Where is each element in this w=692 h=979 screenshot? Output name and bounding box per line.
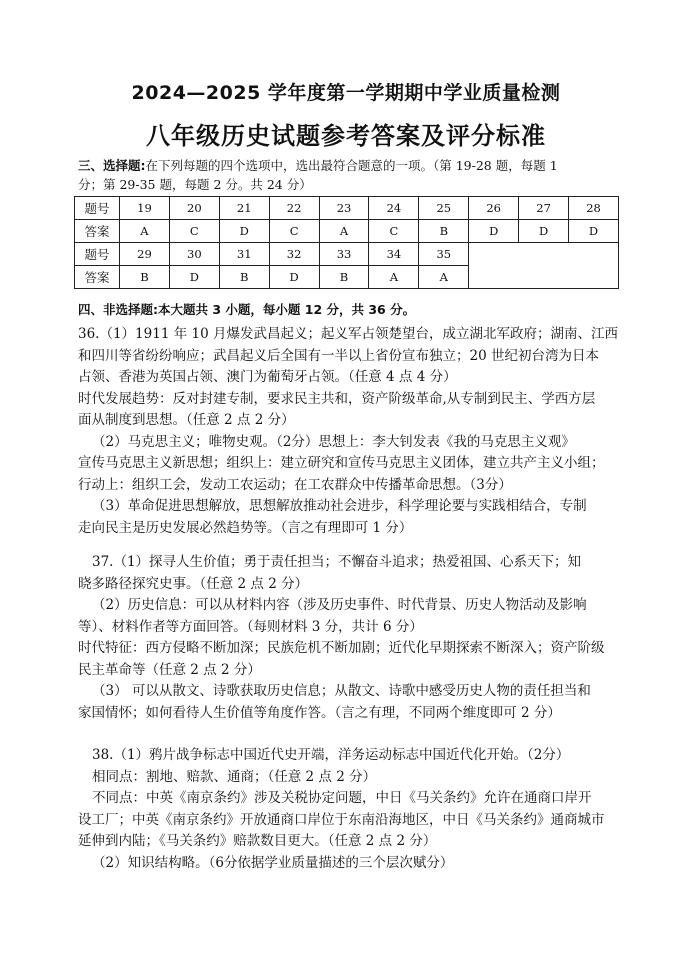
table-cell: C: [369, 220, 419, 243]
q36-part2-line: （2）马克思主义；唯物史观。（2分）思想上：李大钊发表《我的马克思主义观》: [92, 433, 575, 450]
table-row: [75, 197, 619, 220]
table-cell: 26: [469, 197, 519, 220]
question-36: [78, 324, 618, 539]
table-empty-block: [469, 243, 619, 289]
table-cell: D: [269, 266, 319, 289]
table-cell: A: [419, 266, 469, 289]
q38-diff-line: 设工厂；中英《南京条约》开放通商口岸位于东南沿海地区，中日《马关条约》通商城市: [78, 811, 605, 828]
table-cell: 34: [369, 243, 419, 266]
question-38: [78, 745, 618, 874]
table-cell: 35: [419, 243, 469, 266]
section-3-heading: [78, 156, 618, 194]
table-cell: B: [319, 266, 369, 289]
q38-same-line: 相同点：割地、赔款、通商；（任意 2 点 2 分）: [92, 768, 377, 785]
q36-part2-line: 宣传马克思主义新思想；组织上：建立研究和宣传马克思主义团体，建立共产主义小组；: [78, 455, 605, 471]
table-cell: 29: [120, 243, 170, 266]
q36-part1-line: 占领、香港为英国占领、澳门为葡萄牙占领。（任意 4 点 4 分）: [78, 369, 457, 385]
table-cell: A: [319, 220, 369, 243]
table-cell: 24: [369, 197, 419, 220]
q37-part2-line: （2）历史信息：可以从材料内容（涉及历史事件、时代背景、历史人物活动及影响: [92, 597, 587, 613]
table-cell: B: [419, 220, 469, 243]
table-row: [75, 243, 619, 266]
table-cell: B: [120, 266, 170, 289]
q36-trend-line: 时代发展趋势：反对封建专制，要求民主共和，资产阶级革命,从专制到民主、学西方层: [78, 390, 596, 407]
table-cell: D: [219, 220, 269, 243]
table-cell: A: [120, 220, 170, 243]
section-4-heading: [78, 300, 618, 319]
q37-era-line: 时代特征：西方侵略不断加深；民族危机不断加剧；近代化早期探索不断深入；资产阶级: [78, 640, 605, 656]
q37-part2-line: 等）、材料作者等方面回答。（每则材料 3 分，共计 6 分）: [78, 618, 423, 635]
table-cell: 20: [169, 197, 219, 220]
table-label-number: 题号: [75, 243, 120, 266]
section-4-instructions: 本大题共 3 小题，每小题 12 分，共 36 分。: [158, 302, 416, 317]
table-cell: B: [219, 266, 269, 289]
document-subtitle: 八年级历史试题参考答案及评分标准: [146, 122, 546, 150]
table-cell: D: [519, 220, 569, 243]
q36-part1-line: 和四川等省纷纷响应；武昌起义后全国有一半以上省份宣布独立；20 世纪初台湾为日本: [78, 347, 599, 364]
section-3-instructions-cont: 分；第 29-35 题，每题 2 分。共 24 分）: [78, 177, 312, 192]
table-cell: 28: [569, 197, 619, 220]
answer-table: [74, 196, 619, 289]
q37-part1-line: 37.（1）探寻人生价值；勇于责任担当；不懈奋斗追求；热爱祖国、心系天下；知: [92, 554, 582, 570]
section-3-label: 三、选择题:: [78, 158, 146, 173]
table-cell: C: [169, 220, 219, 243]
q38-diff-line: 延伸到内陆；《马关条约》赔款数目更大。（任意 2 点 2 分）: [78, 833, 437, 849]
q38-part1-line: 38.（1）鸦片战争标志中国近代史开端，洋务运动标志中国近代化开始。（2分）: [92, 747, 570, 763]
q37-era-line: 民主革命等（任意 2 点 2 分）: [78, 661, 261, 678]
q37-part3-line: （3） 可以从散文、诗歌获取历史信息；从散文、诗歌中感受历史人物的责任担当和: [92, 683, 591, 699]
table-cell: 33: [319, 243, 369, 266]
q38-part2-line: （2）知识结构略。（6分依据学业质量描述的三个层次赋分）: [92, 854, 454, 871]
table-cell: 27: [519, 197, 569, 220]
q36-part1-line: 36.（1）1911 年 10 月爆发武昌起义；起义军占领楚望台，成立湖北军政府；湖南、江西: [78, 326, 618, 342]
table-cell: A: [369, 266, 419, 289]
table-cell: 32: [269, 243, 319, 266]
table-cell: D: [569, 220, 619, 243]
section-4-label: 四、非选择题:: [78, 302, 158, 317]
question-37: [78, 552, 618, 724]
q37-part3-line: 家国情怀；如何看待人生价值等角度作答。（言之有理，不同两个维度即可 2 分）: [78, 704, 561, 721]
table-label-answer: 答案: [75, 220, 120, 243]
table-cell: 31: [219, 243, 269, 266]
q36-part2-line: 行动上：组织工会，发动工农运动；在工农群众中传播革命思想。（3分）: [78, 476, 512, 493]
table-cell: 25: [419, 197, 469, 220]
q36-part3-line: 走向民主是历史发展必然趋势等。（言之有理即可 1 分）: [78, 519, 413, 536]
table-label-answer: 答案: [75, 266, 120, 289]
section-3-instructions: 在下列每题的四个选项中，选出最符合题意的一项。（第 19-28 题，每题 1: [145, 158, 558, 173]
table-cell: D: [169, 266, 219, 289]
q36-part3-line: （3）革命促进思想解放，思想解放推动社会进步，科学理论要与实践相结合，专制: [92, 498, 587, 514]
table-label-number: 题号: [75, 197, 120, 220]
table-cell: 30: [169, 243, 219, 266]
table-row: [75, 220, 619, 243]
q38-diff-line: 不同点：中英《南京条约》涉及关税协定问题，中日《马关条约》允许在通商口岸开: [92, 790, 592, 806]
q36-trend-line: 面从制度到思想。（任意 2 点 2 分）: [78, 412, 295, 428]
table-cell: D: [469, 220, 519, 243]
table-cell: 21: [219, 197, 269, 220]
document-title: 2024—2025 学年度第一学期期中学业质量检测: [131, 82, 561, 104]
q37-part1-line: 晓多路径探究史事。（任意 2 点 2 分）: [78, 575, 309, 592]
table-cell: 19: [120, 197, 170, 220]
table-cell: 23: [319, 197, 369, 220]
table-cell: 22: [269, 197, 319, 220]
table-cell: C: [269, 220, 319, 243]
